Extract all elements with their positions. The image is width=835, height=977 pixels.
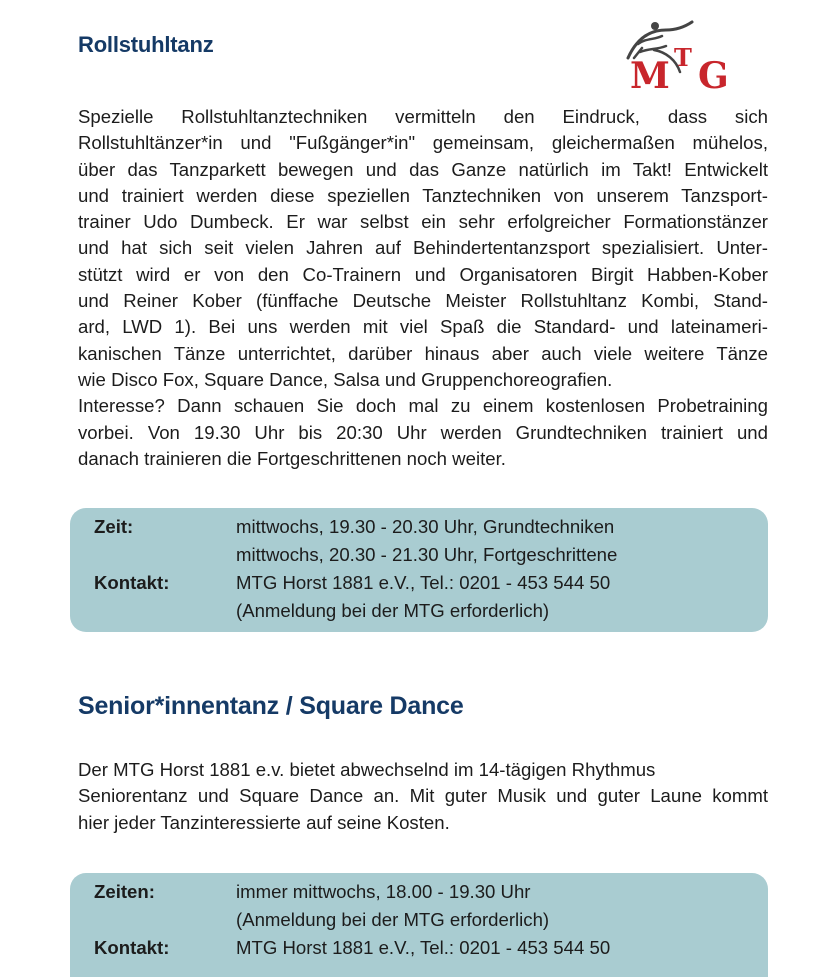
info-row-kontakt	[70, 569, 768, 597]
kontakt-value: MTG Horst 1881 e.V., Tel.: 0201 - 453 544 50	[236, 937, 611, 958]
zeit-label: Zeit:	[94, 516, 134, 537]
kontakt-value: MTG Horst 1881 e.V., Tel.: 0201 - 453 544 50	[236, 572, 611, 593]
zeiten-value: immer mittwochs, 18.00 - 19.30 Uhr	[236, 881, 531, 902]
info-row-zeit-2	[70, 541, 768, 569]
text-line: stützt wird er von den Co-Trainern und Organisatoren Birgit Habben-Kober	[78, 263, 768, 285]
seniorinnentanz-description	[78, 757, 768, 836]
zeit-value: mittwochs, 19.30 - 20.30 Uhr, Grundtechniken	[236, 516, 615, 537]
text-line: hier jeder Tanzinteressierte auf seine Kosten.	[78, 811, 450, 833]
text-line: vorbei. Von 19.30 Uhr bis 20:30 Uhr werden Grundtechniken trainiert und	[78, 421, 768, 443]
text-line: trainer Udo Dumbeck. Er war selbst ein sehr erfolgreicher Formationstänzer	[78, 211, 768, 233]
kontakt-label: Kontakt:	[94, 937, 170, 958]
seniorinnentanz-info-box	[70, 873, 768, 977]
info-row-kontakt-2	[70, 597, 768, 625]
svg-text:M: M	[630, 55, 670, 94]
info-row-zeit	[70, 513, 768, 541]
zeiten-label: Zeiten:	[94, 881, 155, 902]
info-row-zeiten	[70, 878, 768, 906]
zeiten-note: (Anmeldung bei der MTG erforderlich)	[236, 909, 550, 930]
text-line: Interesse? Dann schauen Sie doch mal zu einem kostenlosen Probetraining	[78, 395, 768, 417]
text-line: ard, LWD 1). Bei uns werden mit viel Spaß die Standard- und lateinameri-	[78, 316, 768, 338]
zeit-value: mittwochs, 20.30 - 21.30 Uhr, Fortgeschrittene	[236, 544, 618, 565]
text-line: und hat sich seit vielen Jahren auf Behindertentanzsport spezialisiert. Unter-	[78, 237, 768, 259]
rollstuhltanz-description	[78, 104, 768, 472]
kontakt-label: Kontakt:	[94, 572, 170, 593]
section-title-seniorinnentanz: Senior*innentanz / Square Dance	[78, 692, 464, 720]
text-line: kanischen Tänze unterrichtet, darüber hinaus aber auch viele weitere Tänze	[78, 342, 768, 364]
kontakt-note: (Anmeldung bei der MTG erforderlich)	[236, 600, 550, 621]
text-line: Spezielle Rollstuhltanztechniken vermitteln den Eindruck, dass sich	[78, 106, 768, 127]
info-row-zeiten-2	[70, 906, 768, 934]
text-line: und Reiner Kober (fünffache Deutsche Meister Rollstuhltanz Kombi, Stand-	[78, 290, 768, 312]
rollstuhltanz-info-box	[70, 508, 768, 632]
text-line: Der MTG Horst 1881 e.v. bietet abwechselnd im 14-tägigen Rhythmus	[78, 759, 656, 780]
text-line: danach trainieren die Fortgeschrittenen noch weiter.	[78, 447, 506, 469]
info-row-kontakt	[70, 934, 768, 962]
text-line: wie Disco Fox, Square Dance, Salsa und Gruppenchoreografien.	[78, 368, 613, 390]
section-title-rollstuhltanz: Rollstuhltanz	[78, 32, 214, 57]
text-line: Seniorentanz und Square Dance an. Mit guter Musik und guter Laune kommt	[78, 785, 768, 807]
text-line: und trainiert werden diese speziellen Tanztechniken von unserem Tanzsport-	[78, 184, 768, 206]
text-line: Rollstuhltänzer*in und "Fußgänger*in" gemeinsam, gleichermaßen mühelos,	[78, 132, 768, 154]
text-line: über das Tanzparkett bewegen und das Ganze natürlich im Takt! Entwickelt	[78, 158, 768, 180]
svg-text:G: G	[698, 55, 729, 94]
mtg-logo	[622, 18, 740, 94]
svg-text:T: T	[674, 43, 692, 72]
